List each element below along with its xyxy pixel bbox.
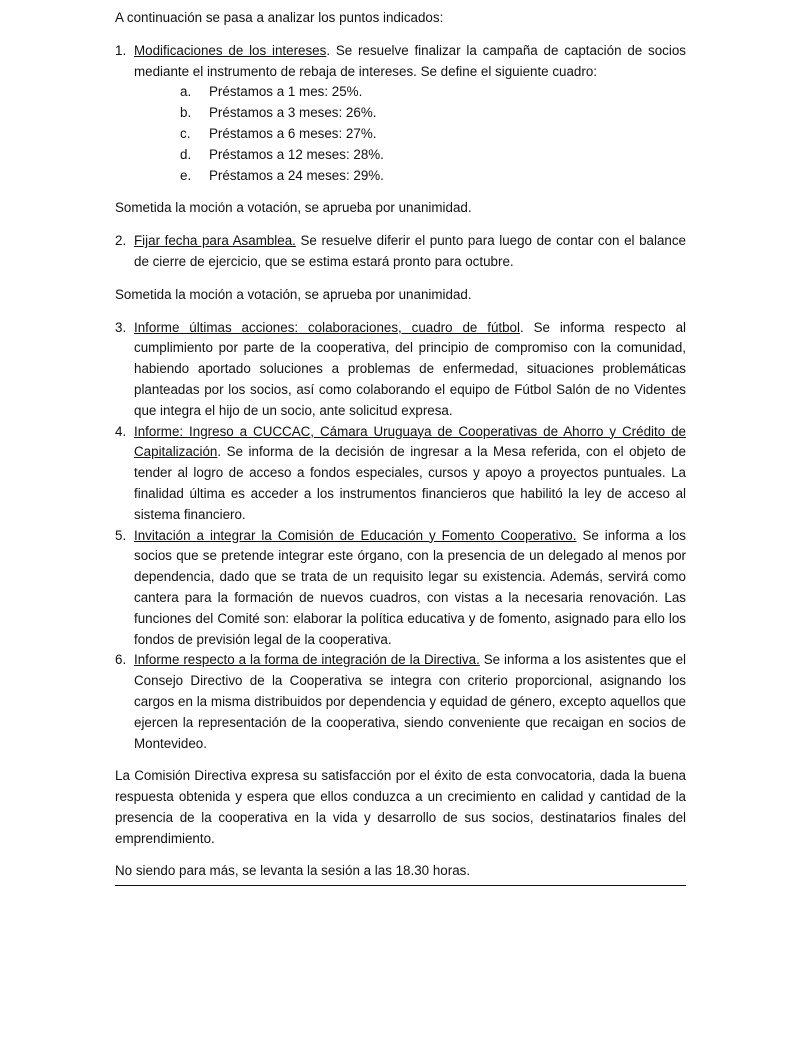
rate-letter: b. [180, 105, 192, 121]
item-title: Modificaciones de los intereses [134, 42, 327, 58]
rate-letter: e. [180, 167, 192, 183]
rates-sublist [134, 82, 686, 186]
conclusion-text: La Comisión Directiva expresa su satisfacción por el éxito de esta convocatoria, dada la buena respuesta obtenida y espera que ellos conduzca a un crecimiento en calidad y cantidad de la presencia de la cooperativa en la vida y desarrollo de sus socios, destinatarios finales del emprendimiento. [115, 768, 686, 846]
document-page [115, 8, 686, 886]
rate-item [134, 82, 686, 103]
rate-text: Préstamos a 1 mes: 25%. [209, 84, 363, 100]
closing-text: No siendo para más, se levanta la sesión a las 18.30 horas. [115, 861, 686, 886]
item-number: 2. [115, 233, 127, 249]
agenda-item-6 [115, 650, 686, 754]
agenda-item-5 [115, 526, 686, 651]
item-number: 5. [115, 527, 127, 543]
agenda-item-3 [115, 318, 686, 422]
item-title: Informe últimas acciones: colaboraciones, cuadro de fútbol [134, 319, 520, 335]
rate-text: Préstamos a 12 meses: 28%. [209, 146, 384, 162]
item-title: Invitación a integrar la Comisión de Educación y Fomento Cooperativo. [134, 527, 577, 543]
rate-item [134, 103, 686, 124]
rate-letter: d. [180, 146, 192, 162]
item-title: Informe respecto a la forma de integración de la Directiva. [134, 652, 480, 668]
intro-text: A continuación se pasa a analizar los puntos indicados: [115, 10, 444, 25]
item-number: 3. [115, 319, 127, 335]
rate-text: Préstamos a 24 meses: 29%. [209, 167, 384, 183]
rate-text: Préstamos a 6 meses: 27%. [209, 125, 377, 141]
agenda-list-1 [115, 41, 686, 187]
vote-result-2: Sometida la moción a votación, se aprueba por unanimidad. [115, 286, 472, 302]
agenda-item-4 [115, 422, 686, 526]
rate-item [134, 145, 686, 166]
item-number: 4. [115, 423, 127, 439]
item-number: 6. [115, 652, 127, 668]
agenda-list-2 [115, 231, 686, 273]
item-title: Fijar fecha para Asamblea. [134, 233, 296, 249]
item-text: . Se informa de la decisión de ingresar a la Mesa referida, con el objeto de tender al logro de acceso a fondos especiales, cursos y apoyo a proyectos puntuales. La finalidad última es acceder a los instrumentos financieros que habilitó la ley de acceso al sistema financiero. [134, 444, 686, 522]
item-text: Se resuelve diferir el punto para luego de contar con el balance de cierre de ejercicio, que se estima estará pronto para octubre. [134, 233, 686, 269]
item-text: Se informa a los asistentes que el Consejo Directivo de la Cooperativa se integra con criterio proporcional, asignando los cargos en la misma distribuidos por dependencia y equidad de género, excepto aquellos que ejercen la representación de la cooperativa, siendo conveniente que recaigan en socios de Montevideo. [134, 652, 686, 751]
agenda-item-2 [115, 231, 686, 273]
vote-result-1: Sometida la moción a votación, se aprueba por unanimidad. [115, 200, 472, 216]
rate-item [134, 166, 686, 187]
item-number: 1. [115, 42, 127, 58]
rate-text: Préstamos a 3 meses: 26%. [209, 105, 377, 121]
rate-letter: a. [180, 84, 192, 100]
rate-item [134, 124, 686, 145]
agenda-item-1 [115, 41, 686, 187]
item-title: Informe: Ingreso a CUCCAC, Cámara Uruguaya de Cooperativas de Ahorro y Crédito de Capitalización [134, 423, 686, 460]
rate-letter: c. [180, 125, 191, 141]
item-text: Se informa a los socios que se pretende integrar este órgano, con la presencia de un delegado al menos por dependencia, dado que se trata de un requisito legar su existencia. Además, servirá como cantera para la formación de nuevos cuadros, con vistas a la necesaria renovación. Las funciones del Comité son: elaborar la política educativa y de fomento, asignado para ello los fondos de previsión legal de la cooperativa. [134, 527, 687, 647]
agenda-list-3 [115, 318, 686, 755]
item-text: . Se resuelve finalizar la campaña de captación de socios mediante el instrumento de rebaja de intereses. Se define el siguiente cuadro: [134, 42, 686, 79]
item-text: . Se informa respecto al cumplimiento por parte de la cooperativa, del principio de compromiso con la comunidad, habiendo aportado soluciones a problemas de enfermedad, situaciones problemáticas planteadas por los socios, así como colaborando el equipo de Fútbol Salón de no Videntes que integra el hijo de un socio, ante solicitud expresa. [134, 319, 686, 418]
